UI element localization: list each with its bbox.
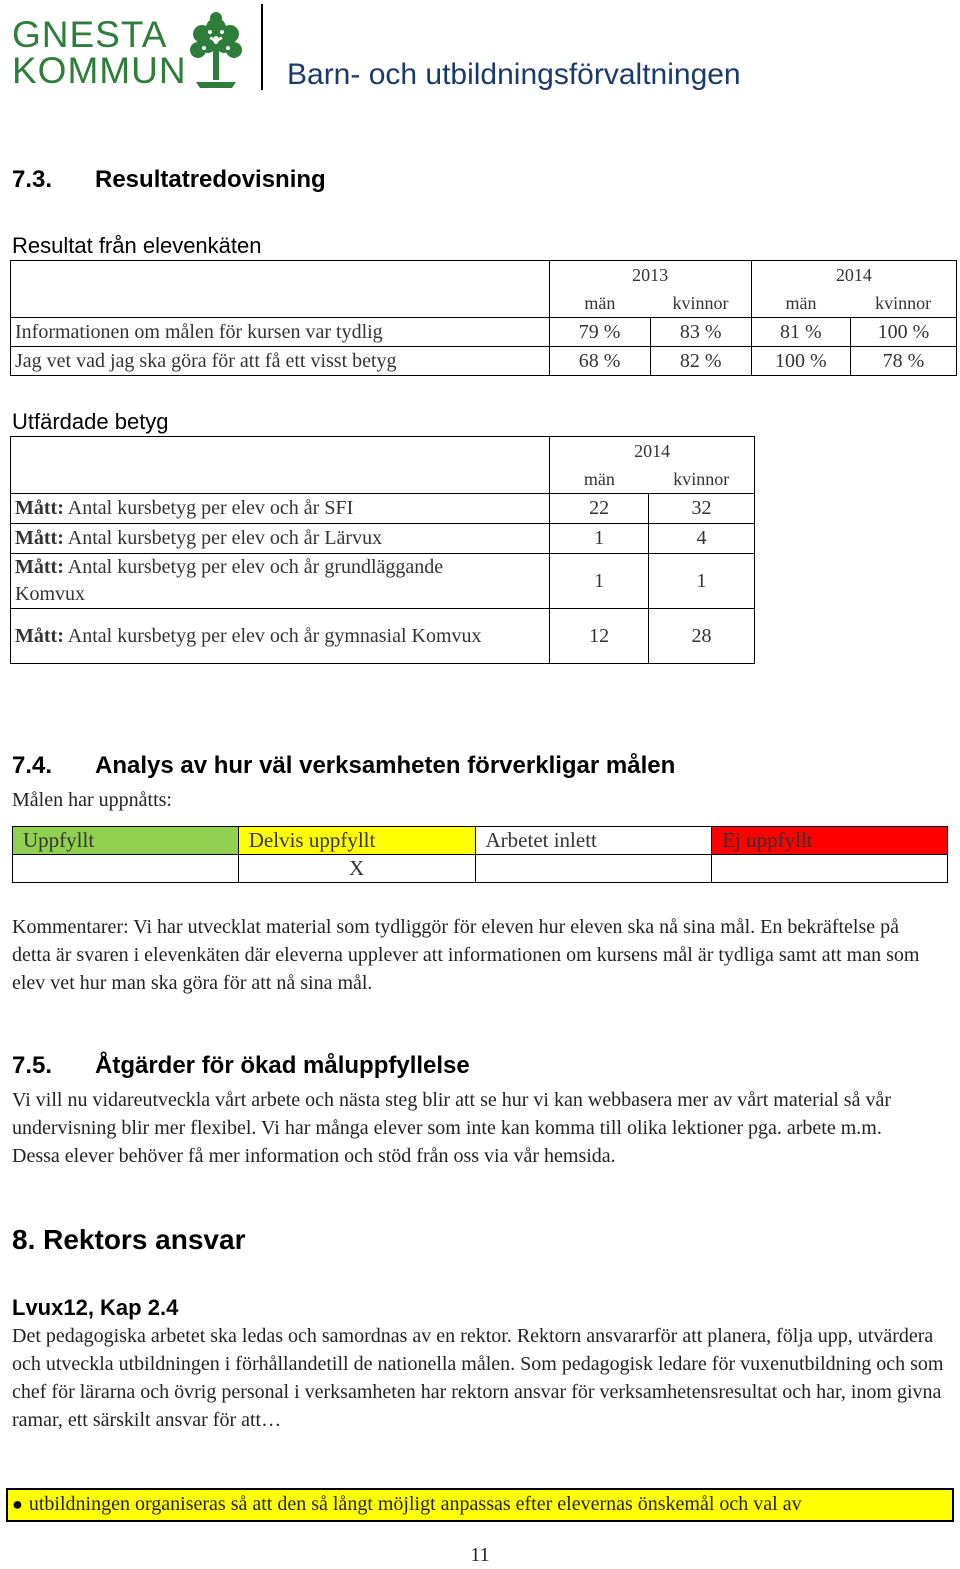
- column-header: kvinnor: [650, 289, 751, 318]
- status-arbetet-inlett: Arbetet inlett: [475, 827, 712, 855]
- goal-status-table: [12, 826, 948, 883]
- column-header: män: [549, 289, 650, 318]
- status-mark: [475, 855, 712, 883]
- table-cell: 78 %: [850, 347, 956, 376]
- table-row: [11, 437, 755, 466]
- table-row: [11, 524, 755, 554]
- table-cell: 81 %: [751, 318, 850, 347]
- table-row: [11, 347, 957, 376]
- status-mark: X: [238, 855, 475, 883]
- table-cell: 1: [550, 524, 649, 554]
- bullet-text: utbildningen organiseras så att den så långt möjligt anpassas efter elevernas önskemål och val av: [28, 1493, 802, 1515]
- table-row: [11, 494, 755, 524]
- logo-text-gnesta: GNESTA: [12, 14, 168, 55]
- grades-title: Utfärdade betyg: [12, 409, 169, 434]
- table-row: [11, 609, 755, 664]
- table-cell: 1: [649, 554, 755, 609]
- section-7-5-title: Åtgärder för ökad måluppfyllelse: [95, 1052, 470, 1079]
- status-uppfyllt: Uppfyllt: [13, 827, 239, 855]
- table-cell: 82 %: [650, 347, 751, 376]
- table-row: [11, 261, 957, 290]
- row-label: Jag vet vad jag ska göra för att få ett visst betyg: [11, 347, 550, 376]
- row-label-prefix: Mått:: [15, 556, 64, 578]
- table-cell: 100 %: [751, 347, 850, 376]
- year-header: 2014: [550, 437, 755, 466]
- org-name: Barn- och utbildningsförvaltningen: [287, 58, 741, 91]
- actions-paragraph: Vi vill nu vidareutveckla vårt arbete och nästa steg blir att se hur vi kan webbasera mer av vårt material så vår undervisning blir mer flexibel. Vi har många elever som inte kan komma till olika lektioner pga. arbete m.m. Dessa elever behöver få mer information och stöd från oss via vår hemsida.: [12, 1089, 892, 1167]
- row-label: Antal kursbetyg per elev och år grundläggande Komvux: [15, 556, 444, 605]
- table-row: [13, 827, 948, 855]
- table-cell: 4: [649, 524, 755, 554]
- principal-paragraph: Det pedagogiska arbetet ska ledas och samordnas av en rektor. Rektorn ansvararför att planera, följa upp, utvärdera och utveckla utbildningen i förhållandetill de nationella målen. Som pedagogisk ledare för vuxenutbildning och som chef för lärarna och övrig personal i verksamheten har rektorn ansvar för verksamhetensresultat och har, inom givna ramar, ett särskilt ansvar för att…: [12, 1325, 944, 1431]
- comment-paragraph: Kommentarer: Vi har utvecklat material som tydliggör för eleven hur eleven ska nå sina mål. En bekräftelse på detta är svaren i elevenkäten där eleverna upplever att informationen om kursens mål är tydliga samt att man som elev vet hur man ska göra för att nå sina mål.: [12, 916, 920, 994]
- table-cell: 83 %: [650, 318, 751, 347]
- row-label: Antal kursbetyg per elev och år SFI: [63, 497, 354, 519]
- row-label-prefix: Mått:: [15, 497, 64, 519]
- goals-intro: Målen har uppnåtts:: [12, 789, 172, 811]
- table-row: [13, 855, 948, 883]
- table-cell: 22: [550, 494, 649, 524]
- survey-table: [10, 260, 957, 376]
- table-cell: 1: [550, 554, 649, 609]
- section-8-title: 8. Rektors ansvar: [12, 1224, 246, 1255]
- row-label-prefix: Mått:: [15, 624, 64, 647]
- row-label: Antal kursbetyg per elev och år gymnasial Komvux: [63, 624, 482, 647]
- row-label: Antal kursbetyg per elev och år Lärvux: [63, 527, 383, 549]
- status-ej-uppfyllt: Ej uppfyllt: [712, 827, 948, 855]
- table-row: [11, 318, 957, 347]
- bullet-icon: ●: [12, 1493, 23, 1514]
- year-header: 2013: [549, 261, 751, 290]
- column-header: män: [550, 465, 649, 494]
- table-row: [11, 554, 755, 609]
- status-mark: [712, 855, 948, 883]
- column-header: kvinnor: [850, 289, 956, 318]
- section-8-subtitle: Lvux12, Kap 2.4: [12, 1295, 179, 1320]
- table-cell: 32: [649, 494, 755, 524]
- table-cell: 12: [550, 609, 649, 664]
- column-header: män: [751, 289, 850, 318]
- table-cell: 68 %: [549, 347, 650, 376]
- row-label-prefix: Mått:: [15, 527, 64, 549]
- section-7-4-number: 7.4.: [12, 752, 53, 779]
- section-7-5-number: 7.5.: [12, 1052, 53, 1079]
- grades-table: [10, 436, 755, 664]
- section-7-4-title: Analys av hur väl verksamheten förverkligar målen: [95, 752, 676, 779]
- column-header: kvinnor: [649, 465, 755, 494]
- page-number: 11: [470, 1544, 490, 1566]
- table-cell: [11, 437, 550, 494]
- table-cell: 28: [649, 609, 755, 664]
- logo-text-kommun: KOMMUN: [12, 50, 187, 91]
- table-cell: 100 %: [850, 318, 956, 347]
- status-delvis-uppfyllt: Delvis uppfyllt: [238, 827, 475, 855]
- year-header: 2014: [751, 261, 956, 290]
- highlighted-bullet: [6, 1488, 954, 1522]
- row-label: Informationen om målen för kursen var tydlig: [11, 318, 550, 347]
- table-cell: [11, 261, 550, 318]
- status-mark: [13, 855, 239, 883]
- table-cell: 79 %: [549, 318, 650, 347]
- section-7-3-number: 7.3.: [12, 166, 53, 193]
- survey-title: Resultat från elevenkäten: [12, 233, 262, 258]
- header-divider: [261, 4, 263, 90]
- section-7-3-title: Resultatredovisning: [95, 166, 326, 193]
- tree-logo-icon: [186, 10, 246, 90]
